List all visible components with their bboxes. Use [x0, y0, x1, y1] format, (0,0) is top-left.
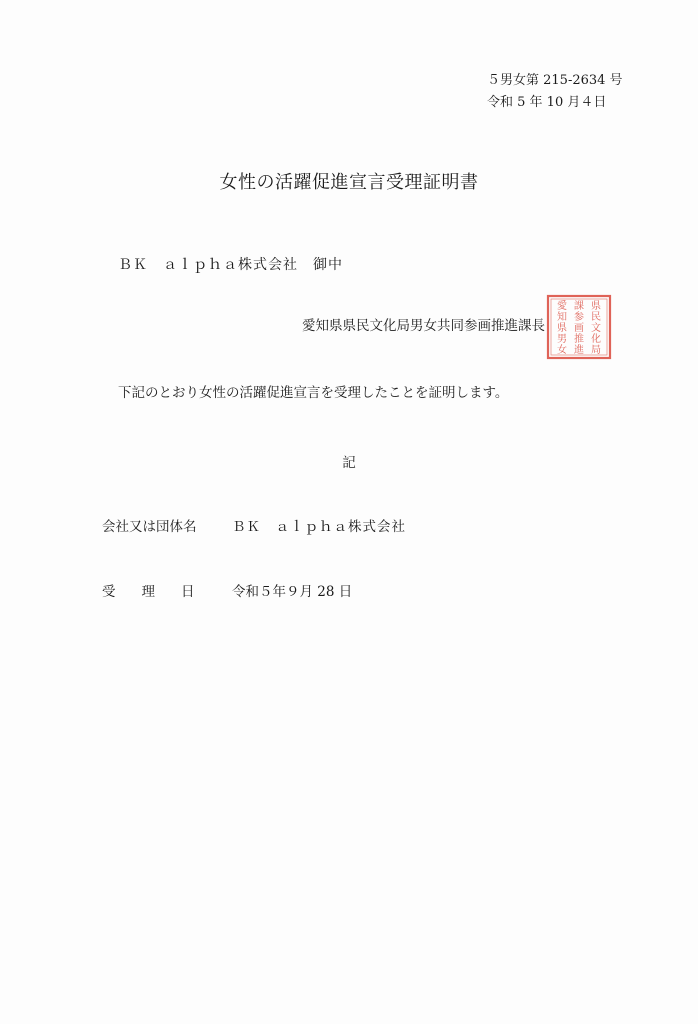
issuer-name: 愛知県県民文化局男女共同参画推進課長 [302, 318, 545, 334]
document-number: ５男女第 215-2634 号 [487, 73, 623, 88]
company-label: 会社又は団体名 [102, 519, 197, 535]
ki-heading: 記 [342, 455, 356, 471]
acceptance-date-value: 令和５年９月 28 日 [232, 584, 353, 600]
seal-glyph: 文 [591, 323, 601, 334]
certification-statement: 下記のとおり女性の活躍促進宣言を受理したことを証明します。 [118, 385, 509, 401]
company-value: ＢＫ ａｌｐｈａ株式会社 [232, 519, 406, 535]
document-title: 女性の活躍促進宣言受理証明書 [219, 172, 479, 193]
seal-glyph: 推 [574, 334, 584, 345]
seal-glyph: 県 [591, 301, 601, 312]
recipient-name: ＢＫ ａｌｐｈａ株式会社 御中 [118, 257, 343, 273]
seal-glyph: 局 [591, 345, 601, 356]
seal-glyph: 課 [574, 301, 584, 312]
seal-glyph: 知 [557, 312, 567, 323]
seal-glyph: 進 [574, 345, 584, 356]
seal-glyph: 男 [557, 334, 567, 345]
acceptance-date-label: 受理日 [102, 584, 221, 600]
seal-glyph: 民 [591, 312, 601, 323]
seal-glyph: 県 [557, 323, 567, 334]
official-seal-stamp [546, 294, 612, 360]
seal-glyph: 女 [557, 345, 567, 356]
seal-glyph: 化 [591, 334, 601, 345]
seal-glyph: 画 [574, 323, 584, 334]
seal-glyph: 参 [574, 312, 584, 323]
issue-date: 令和 5 年 10 月４日 [487, 95, 607, 110]
seal-glyph: 愛 [557, 301, 567, 312]
